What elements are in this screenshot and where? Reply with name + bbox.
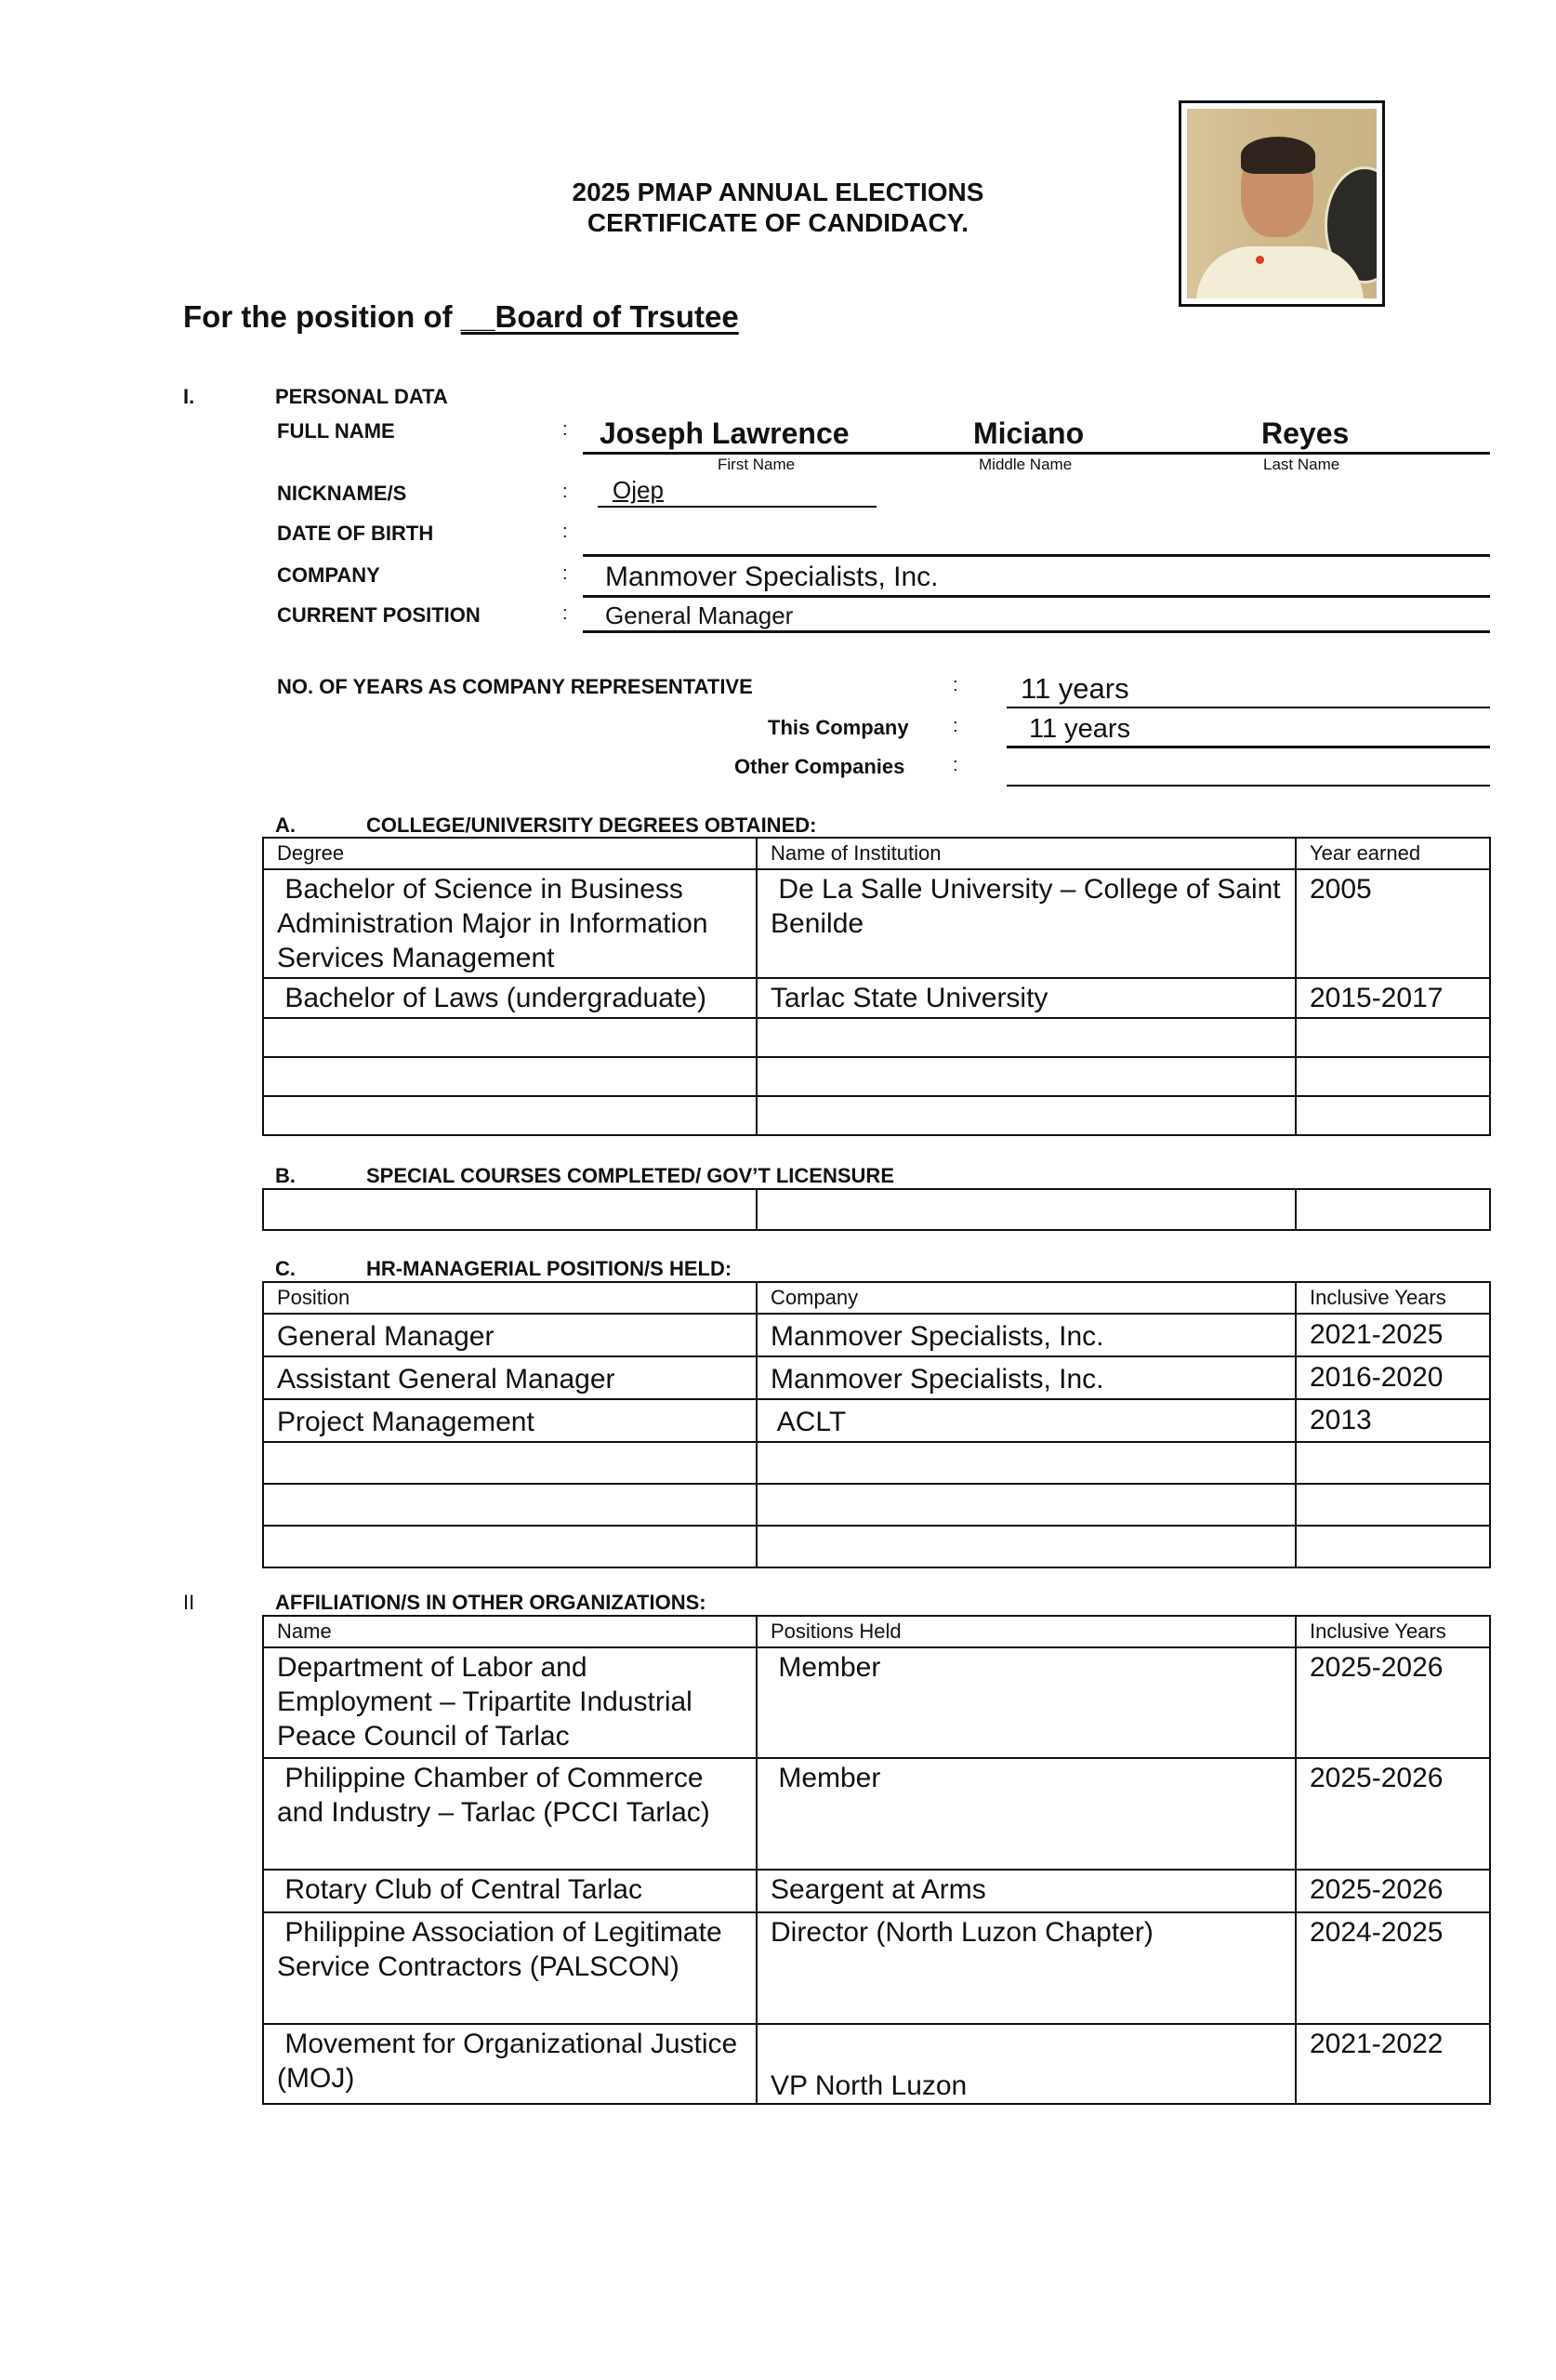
position-line bbox=[183, 299, 739, 335]
org-position-cell: Director (North Luzon Chapter) bbox=[757, 1912, 1296, 2024]
colon: : bbox=[953, 675, 958, 695]
institution-cell[interactable] bbox=[757, 1096, 1296, 1135]
table-row bbox=[263, 869, 1490, 978]
colon: : bbox=[562, 603, 568, 624]
full-name-label: FULL NAME bbox=[277, 419, 395, 443]
year-cell[interactable] bbox=[1296, 1096, 1490, 1135]
last-name-value: Reyes bbox=[1261, 416, 1350, 450]
company-field[interactable] bbox=[583, 562, 1490, 598]
current-position-value: General Manager bbox=[605, 602, 794, 629]
header-institution: Name of Institution bbox=[757, 838, 1296, 869]
degree-cell[interactable] bbox=[263, 1018, 757, 1057]
current-position-label: CURRENT POSITION bbox=[277, 603, 481, 627]
institution-cell: De La Salle University – College of Saint Benilde bbox=[757, 869, 1296, 978]
company-value: Manmover Specialists, Inc. bbox=[605, 562, 939, 592]
table-row bbox=[263, 1912, 1490, 2024]
course-cell[interactable] bbox=[757, 1189, 1296, 1230]
years-cell: 2013 bbox=[1296, 1399, 1490, 1442]
colon: : bbox=[953, 755, 958, 775]
org-name-cell: Rotary Club of Central Tarlac bbox=[263, 1870, 757, 1912]
company-label: COMPANY bbox=[277, 563, 380, 587]
table-row bbox=[263, 1647, 1490, 1758]
org-name-cell: Philippine Association of Legitimate Service Contractors (PALSCON) bbox=[263, 1912, 757, 2024]
middle-name-caption: Middle Name bbox=[979, 456, 1073, 473]
org-years-cell: 2025-2026 bbox=[1296, 1870, 1490, 1912]
affiliations-table bbox=[262, 1615, 1491, 2105]
photo-frame bbox=[1179, 100, 1385, 307]
position-cell: Project Management bbox=[263, 1399, 757, 1442]
course-cell[interactable] bbox=[1296, 1189, 1490, 1230]
company-cell: Manmover Specialists, Inc. bbox=[757, 1314, 1296, 1356]
position-cell: General Manager bbox=[263, 1314, 757, 1356]
org-name-cell: Department of Labor and Employment – Tripartite Industrial Peace Council of Tarlac bbox=[263, 1647, 757, 1758]
middle-name-value: Miciano bbox=[973, 416, 1085, 450]
section-title-positions: HR-MANAGERIAL POSITION/S HELD: bbox=[366, 1257, 732, 1280]
header-name: Name bbox=[263, 1616, 757, 1647]
table-header-row bbox=[263, 838, 1490, 869]
header-position: Position bbox=[263, 1282, 757, 1314]
last-name-caption: Last Name bbox=[1263, 456, 1340, 473]
first-name-caption: First Name bbox=[718, 456, 796, 473]
org-years-cell: 2024-2025 bbox=[1296, 1912, 1490, 2024]
colon: : bbox=[562, 482, 568, 502]
year-cell[interactable] bbox=[1296, 1057, 1490, 1096]
table-row bbox=[263, 1484, 1490, 1526]
years-cell[interactable] bbox=[1296, 1484, 1490, 1526]
degrees-table bbox=[262, 837, 1491, 1136]
org-position-cell: VP North Luzon bbox=[757, 2024, 1296, 2104]
institution-cell: Tarlac State University bbox=[757, 978, 1296, 1018]
table-row bbox=[263, 1096, 1490, 1135]
table-row bbox=[263, 1870, 1490, 1912]
company-cell: Manmover Specialists, Inc. bbox=[757, 1356, 1296, 1399]
header-year: Year earned bbox=[1296, 838, 1490, 869]
dob-field[interactable] bbox=[583, 521, 1490, 557]
table-row bbox=[263, 1526, 1490, 1567]
header-inclusive-years: Inclusive Years bbox=[1296, 1282, 1490, 1314]
position-value: Board of Trsutee bbox=[494, 299, 739, 334]
nickname-value: Ojep bbox=[613, 476, 664, 504]
table-row bbox=[263, 1018, 1490, 1057]
nickname-field[interactable] bbox=[598, 476, 877, 508]
org-name-cell: Movement for Organizational Justice (MOJ) bbox=[263, 2024, 757, 2104]
other-companies-label: Other Companies bbox=[734, 755, 905, 778]
position-blank: __ bbox=[460, 299, 495, 334]
colon: : bbox=[953, 716, 958, 736]
form-title-line1: 2025 PMAP ANNUAL ELECTIONS bbox=[572, 178, 984, 206]
year-cell: 2005 bbox=[1296, 869, 1490, 978]
position-cell[interactable] bbox=[263, 1484, 757, 1526]
table-row bbox=[263, 1057, 1490, 1096]
position-cell[interactable] bbox=[263, 1442, 757, 1484]
colon: : bbox=[562, 522, 568, 542]
institution-cell[interactable] bbox=[757, 1057, 1296, 1096]
header-inclusive-years: Inclusive Years bbox=[1296, 1616, 1490, 1647]
org-position-cell: Seargent at Arms bbox=[757, 1870, 1296, 1912]
years-cell: 2016-2020 bbox=[1296, 1356, 1490, 1399]
section-letter-c: C. bbox=[275, 1257, 296, 1280]
section-number-1: I. bbox=[183, 385, 195, 408]
candidate-photo-icon bbox=[1187, 109, 1377, 298]
nickname-label: NICKNAME/S bbox=[277, 482, 407, 505]
org-years-cell: 2025-2026 bbox=[1296, 1758, 1490, 1870]
dob-label: DATE OF BIRTH bbox=[277, 522, 434, 545]
this-company-value: 11 years bbox=[1029, 714, 1131, 744]
first-name-value: Joseph Lawrence bbox=[600, 416, 850, 450]
section-title-degrees: COLLEGE/UNIVERSITY DEGREES OBTAINED: bbox=[366, 813, 817, 837]
company-cell[interactable] bbox=[757, 1442, 1296, 1484]
table-row bbox=[263, 1189, 1490, 1230]
header-positions-held: Positions Held bbox=[757, 1616, 1296, 1647]
other-companies-field[interactable] bbox=[1007, 753, 1490, 787]
years-rep-label: NO. OF YEARS AS COMPANY REPRESENTATIVE bbox=[277, 675, 753, 698]
table-row bbox=[263, 978, 1490, 1018]
table-row bbox=[263, 1758, 1490, 1870]
company-cell: ACLT bbox=[757, 1399, 1296, 1442]
this-company-label: This Company bbox=[768, 716, 909, 739]
institution-cell[interactable] bbox=[757, 1018, 1296, 1057]
header-degree: Degree bbox=[263, 838, 757, 869]
positions-table bbox=[262, 1281, 1491, 1568]
years-cell[interactable] bbox=[1296, 1442, 1490, 1484]
table-row bbox=[263, 1399, 1490, 1442]
table-header-row bbox=[263, 1616, 1490, 1647]
degree-cell[interactable] bbox=[263, 1096, 757, 1135]
courses-table bbox=[262, 1188, 1491, 1231]
org-position-cell: Member bbox=[757, 1758, 1296, 1870]
years-cell: 2021-2025 bbox=[1296, 1314, 1490, 1356]
table-row bbox=[263, 1442, 1490, 1484]
position-prefix: For the position of bbox=[183, 299, 461, 334]
year-cell: 2015-2017 bbox=[1296, 978, 1490, 1018]
colon: : bbox=[562, 563, 568, 584]
pin-icon bbox=[1256, 256, 1264, 264]
org-position-cell: Member bbox=[757, 1647, 1296, 1758]
degree-cell[interactable] bbox=[263, 1057, 757, 1096]
section-letter-b: B. bbox=[275, 1164, 296, 1187]
year-cell[interactable] bbox=[1296, 1018, 1490, 1057]
full-name-field[interactable] bbox=[583, 416, 1490, 455]
form-title-line2: CERTIFICATE OF CANDIDACY. bbox=[587, 208, 969, 237]
section-number-2: II bbox=[183, 1591, 195, 1614]
years-rep-field[interactable] bbox=[1007, 671, 1490, 708]
course-cell[interactable] bbox=[263, 1189, 757, 1230]
current-position-field[interactable] bbox=[583, 601, 1490, 633]
table-row bbox=[263, 1314, 1490, 1356]
org-name-cell: Philippine Chamber of Commerce and Industry – Tarlac (PCCI Tarlac) bbox=[263, 1758, 757, 1870]
company-cell[interactable] bbox=[757, 1526, 1296, 1567]
table-header-row bbox=[263, 1282, 1490, 1314]
section-title-personal: PERSONAL DATA bbox=[275, 385, 448, 408]
degree-cell: Bachelor of Laws (undergraduate) bbox=[263, 978, 757, 1018]
table-row bbox=[263, 1356, 1490, 1399]
section-title-courses: SPECIAL COURSES COMPLETED/ GOV’T LICENSURE bbox=[366, 1164, 894, 1187]
hair-shape bbox=[1241, 137, 1315, 174]
this-company-field[interactable] bbox=[1007, 714, 1490, 748]
org-years-cell: 2025-2026 bbox=[1296, 1647, 1490, 1758]
section-title-affiliations: AFFILIATION/S IN OTHER ORGANIZATIONS: bbox=[275, 1591, 706, 1614]
header-company: Company bbox=[757, 1282, 1296, 1314]
colon: : bbox=[562, 419, 568, 440]
position-cell[interactable] bbox=[263, 1526, 757, 1567]
table-row bbox=[263, 2024, 1490, 2104]
company-cell[interactable] bbox=[757, 1484, 1296, 1526]
degree-cell: Bachelor of Science in Business Administration Major in Information Services Management bbox=[263, 869, 757, 978]
section-letter-a: A. bbox=[275, 813, 296, 837]
position-cell: Assistant General Manager bbox=[263, 1356, 757, 1399]
org-years-cell: 2021-2022 bbox=[1296, 2024, 1490, 2104]
years-rep-value: 11 years bbox=[1021, 672, 1129, 705]
years-cell[interactable] bbox=[1296, 1526, 1490, 1567]
